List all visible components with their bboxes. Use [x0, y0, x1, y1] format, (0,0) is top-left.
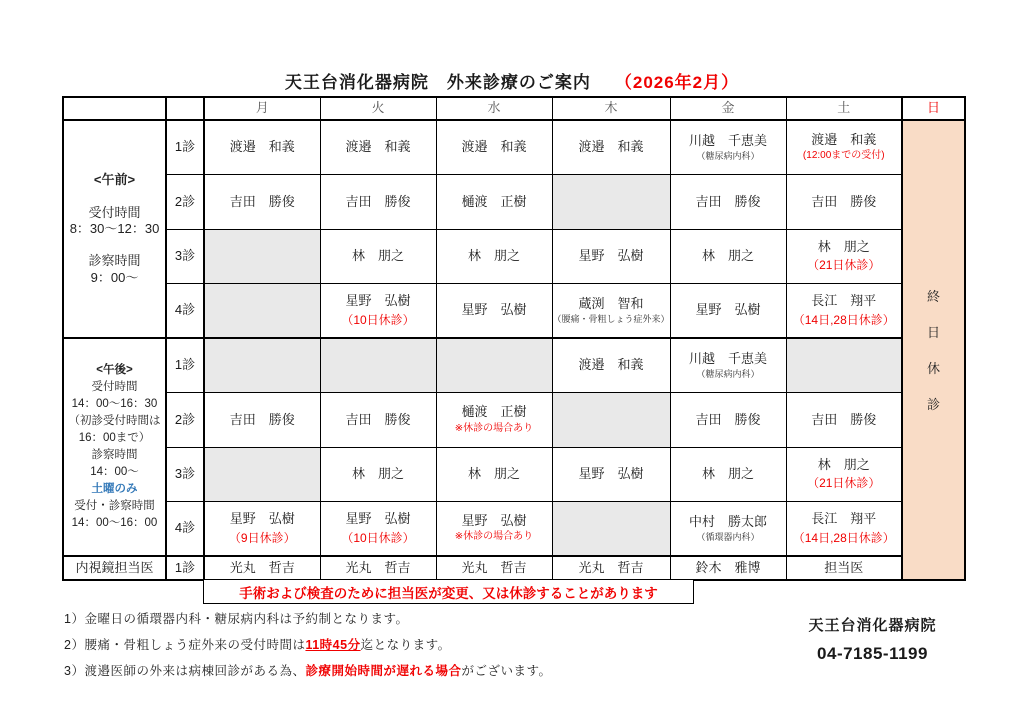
slot-label: 2診 — [166, 175, 204, 230]
schedule-cell — [320, 502, 436, 557]
slot-label: 1診 — [166, 556, 204, 580]
doctor-name: 渡邉 和義 — [811, 132, 877, 148]
cell-note: （21日休診） — [807, 476, 881, 491]
schedule-cell — [670, 120, 786, 175]
doctor-name: 吉田 勝俊 — [345, 193, 411, 209]
endoscopy-cell: 担当医 — [786, 556, 902, 580]
schedule-row — [63, 393, 965, 448]
slot-label: 4診 — [166, 502, 204, 557]
cell-note: (12:00までの受付) — [802, 150, 885, 162]
doctor-name: 星野 弘樹 — [578, 466, 644, 482]
schedule-cell — [204, 338, 320, 393]
schedule-cell — [320, 284, 436, 339]
session-label-line: 14：00～16：00 — [71, 517, 158, 530]
schedule-cell — [552, 120, 670, 175]
schedule-table-body — [63, 97, 965, 580]
title-main: 天王台消化器病院 外来診療のご案内 — [284, 73, 591, 92]
schedule-cell — [786, 338, 902, 393]
doctor-name: 吉田 勝俊 — [695, 193, 761, 209]
schedule-cell — [786, 120, 902, 175]
schedule-cell — [436, 284, 552, 339]
schedule-cell — [786, 447, 902, 502]
session-label-line: 14：00～ — [90, 466, 139, 479]
endoscopy-cell: 光丸 哲吉 — [552, 556, 670, 580]
footnote-line — [64, 609, 551, 627]
footnote-segment: がございます。 — [461, 664, 552, 678]
endoscopy-cell: 光丸 哲吉 — [204, 556, 320, 580]
schedule-cell — [786, 284, 902, 339]
doctor-name: 吉田 勝俊 — [811, 193, 877, 209]
session-label-line: 8：30～12：30 — [69, 220, 160, 236]
contact-block — [765, 614, 980, 664]
schedule-cell — [786, 393, 902, 448]
endoscopy-row — [63, 556, 965, 580]
session-label-line: 14：00～16：30 — [71, 397, 158, 410]
doctor-name: 蔵渕 智和 — [578, 295, 644, 311]
title-period: （2026年2月） — [614, 73, 740, 92]
day-header: 月 — [204, 97, 320, 120]
slot-label: 1診 — [166, 338, 204, 393]
doctor-name: 林 朋之 — [702, 248, 755, 264]
schedule-cell — [204, 393, 320, 448]
schedule-cell — [786, 175, 902, 230]
day-header: 木 — [552, 97, 670, 120]
doctor-name: 中村 勝太郎 — [689, 513, 768, 529]
endoscopy-cell: 光丸 哲吉 — [436, 556, 552, 580]
session-label — [63, 120, 166, 338]
schedule-cell — [204, 284, 320, 339]
schedule-cell — [552, 447, 670, 502]
schedule-cell — [320, 447, 436, 502]
doctor-name: 星野 弘樹 — [229, 511, 295, 527]
schedule-cell — [670, 175, 786, 230]
cell-note: （21日休診） — [807, 258, 881, 273]
sunday-closed-char: 診 — [927, 396, 941, 412]
schedule-cell — [320, 393, 436, 448]
doctor-name: 林 朋之 — [351, 466, 404, 482]
schedule-cell — [436, 447, 552, 502]
header-row — [63, 97, 965, 120]
schedule-cell — [552, 229, 670, 284]
slot-label: 4診 — [166, 284, 204, 339]
doctor-name: 川越 千恵美 — [689, 132, 768, 148]
cell-note: （糖尿病内科） — [696, 369, 760, 379]
session-label-line: <午前> — [93, 172, 136, 188]
session-label-line: 土曜のみ — [91, 483, 138, 496]
doctor-name: 林 朋之 — [467, 466, 520, 482]
schedule-row — [63, 447, 965, 502]
doctor-name: 林 朋之 — [817, 457, 870, 473]
doctor-name: 渡邉 和義 — [578, 139, 644, 155]
schedule-table — [62, 96, 966, 581]
schedule-row — [63, 120, 965, 175]
schedule-cell — [670, 447, 786, 502]
sunday-closed-cell — [902, 120, 965, 580]
schedule-cell — [552, 284, 670, 339]
phone-number: 04-7185-1199 — [817, 644, 928, 663]
corner-cell-slot — [166, 97, 204, 120]
endoscopy-cell: 鈴木 雅博 — [670, 556, 786, 580]
day-header: 火 — [320, 97, 436, 120]
session-label-line: 診察時間 — [91, 449, 138, 461]
footnote-segment: 3）渡邉医師の外来は病棟回診がある為、 — [64, 664, 306, 678]
schedule-cell — [204, 502, 320, 557]
footnote-segment: 2）腰痛・骨粗しょう症外来の受付時間は — [64, 638, 306, 652]
day-header: 金 — [670, 97, 786, 120]
doctor-name: 林 朋之 — [467, 248, 520, 264]
footnote-segment: 1）金曜日の循環器内科・糖尿病内科は予約制となります。 — [64, 612, 409, 626]
schedule-cell — [670, 284, 786, 339]
schedule-cell — [670, 502, 786, 557]
cell-note: （9日休診） — [228, 530, 296, 545]
schedule-cell — [436, 175, 552, 230]
cell-note: （10日休診） — [341, 312, 415, 327]
doctor-name: 星野 弘樹 — [461, 513, 527, 529]
session-label-line: 16：00まで） — [78, 431, 151, 444]
footnotes — [64, 609, 551, 687]
schedule-cell — [320, 120, 436, 175]
doctor-name: 林 朋之 — [817, 239, 870, 255]
footnote-line — [64, 635, 551, 653]
schedule-cell — [670, 229, 786, 284]
footnote-segment: 迄となります。 — [360, 638, 451, 652]
doctor-name: 樋渡 正樹 — [461, 404, 527, 420]
cell-note: （10日休診） — [341, 530, 415, 545]
doctor-name: 星野 弘樹 — [345, 511, 411, 527]
session-label-line: 9：00～ — [90, 269, 139, 285]
corner-cell — [63, 97, 166, 120]
cell-note: （糖尿病内科） — [696, 151, 760, 161]
session-label-line: （初診受付時間は — [68, 414, 161, 427]
slot-label: 3診 — [166, 229, 204, 284]
cell-note: （14日,28日休診） — [792, 530, 895, 545]
doctor-name: 星野 弘樹 — [461, 302, 527, 318]
footnote-segment: 診療開始時間が遅れる場合 — [305, 664, 462, 678]
schedule-row — [63, 284, 965, 339]
cell-note: ※休診の場合あり — [454, 422, 534, 434]
cell-note: ※休診の場合あり — [454, 531, 534, 543]
schedule-cell — [320, 175, 436, 230]
sunday-header: 日 — [902, 97, 965, 120]
schedule-cell — [552, 338, 670, 393]
schedule-row — [63, 502, 965, 557]
doctor-name: 吉田 勝俊 — [229, 411, 295, 427]
doctor-name: 吉田 勝俊 — [695, 411, 761, 427]
schedule-row — [63, 338, 965, 393]
schedule-cell — [204, 120, 320, 175]
session-label-line — [64, 188, 165, 204]
doctor-name: 渡邉 和義 — [345, 139, 411, 155]
session-label-line: 受付時間 — [88, 204, 141, 220]
schedule-cell — [436, 393, 552, 448]
doctor-name: 樋渡 正樹 — [461, 193, 527, 209]
schedule-cell — [436, 338, 552, 393]
schedule-cell — [552, 393, 670, 448]
doctor-name: 星野 弘樹 — [578, 248, 644, 264]
doctor-name: 林 朋之 — [351, 248, 404, 264]
doctor-name: 星野 弘樹 — [345, 293, 411, 309]
session-label-line: 受付・診察時間 — [74, 500, 155, 513]
doctor-name: 吉田 勝俊 — [811, 411, 877, 427]
doctor-name: 林 朋之 — [702, 466, 755, 482]
cell-note: （循環器内科） — [696, 532, 760, 542]
schedule-cell — [670, 338, 786, 393]
footnote-line — [64, 661, 551, 679]
schedule-cell — [786, 502, 902, 557]
schedule-cell — [670, 393, 786, 448]
schedule-cell — [204, 229, 320, 284]
schedule-cell — [320, 338, 436, 393]
notice-banner: 手術および検査のために担当医が変更、又は休診することがあります — [203, 579, 694, 604]
endoscopy-cell: 光丸 哲吉 — [320, 556, 436, 580]
cell-note: （腰痛・骨粗しょう症外来） — [552, 314, 670, 324]
page-title — [62, 68, 962, 93]
doctor-name: 星野 弘樹 — [695, 302, 761, 318]
session-label — [63, 338, 166, 556]
schedule-cell — [204, 175, 320, 230]
schedule-cell — [436, 120, 552, 175]
session-label-line: <午後> — [96, 363, 133, 376]
schedule-cell — [320, 229, 436, 284]
schedule-cell — [204, 447, 320, 502]
doctor-name: 吉田 勝俊 — [229, 193, 295, 209]
endoscopy-label: 内視鏡担当医 — [63, 556, 166, 580]
session-label-line — [64, 237, 165, 253]
schedule-cell — [436, 502, 552, 557]
sunday-closed-char: 終 — [927, 288, 941, 304]
schedule-cell — [552, 502, 670, 557]
schedule-row — [63, 175, 965, 230]
footnote-segment: 11時45分 — [305, 638, 361, 652]
doctor-name: 長江 翔平 — [811, 293, 877, 309]
cell-note: （14日,28日休診） — [792, 312, 895, 327]
doctor-name: 川越 千恵美 — [689, 350, 768, 366]
schedule-cell — [552, 175, 670, 230]
doctor-name: 渡邉 和義 — [461, 139, 527, 155]
doctor-name: 長江 翔平 — [811, 511, 877, 527]
doctor-name: 吉田 勝俊 — [345, 411, 411, 427]
slot-label: 3診 — [166, 447, 204, 502]
day-header: 水 — [436, 97, 552, 120]
sunday-closed-char: 休 — [927, 360, 941, 376]
slot-label: 1診 — [166, 120, 204, 175]
doctor-name: 渡邉 和義 — [229, 139, 295, 155]
schedule-row — [63, 229, 965, 284]
hospital-name: 天王台消化器病院 — [808, 617, 937, 634]
schedule-cell — [786, 229, 902, 284]
day-header: 土 — [786, 97, 902, 120]
schedule-cell — [436, 229, 552, 284]
session-label-line: 受付時間 — [91, 380, 138, 393]
session-label-line: 診察時間 — [88, 253, 141, 269]
slot-label: 2診 — [166, 393, 204, 448]
doctor-name: 渡邉 和義 — [578, 357, 644, 373]
sunday-closed-char: 日 — [927, 324, 941, 340]
